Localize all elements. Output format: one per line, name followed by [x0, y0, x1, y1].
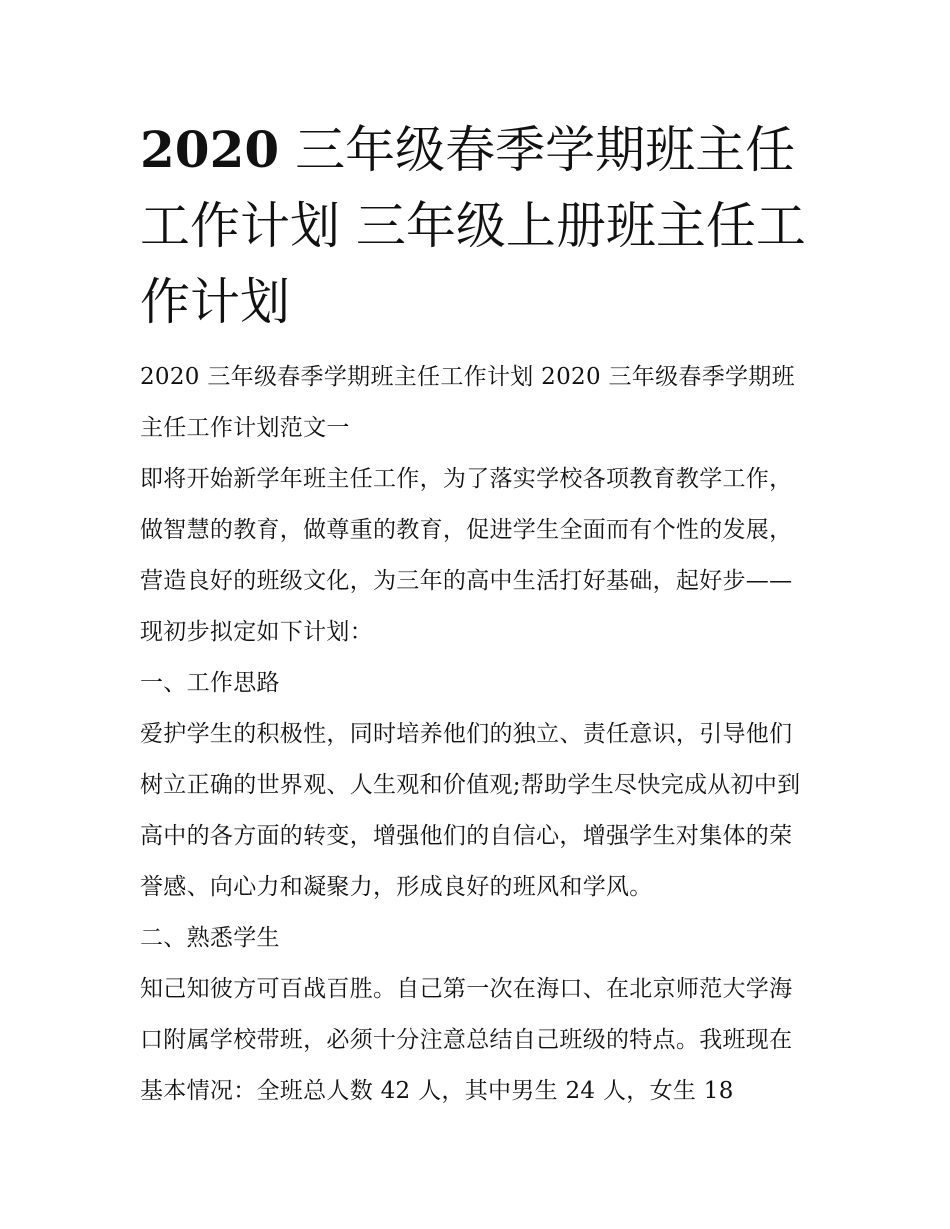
know-students-paragraph: 知己知彼方可百战百胜。自己第一次在海口、在北京师范大学海口附属学校带班，必须十分注意总结自己班级的特点。我班现在基本情况：全班总人数 42 人，其中男生 24 人，女生 18 — [140, 976, 793, 1104]
title-year: 2020 — [140, 120, 280, 179]
title-text: 三年级春季学期班主任工作计划 三年级上册班主任工作计划 — [140, 121, 806, 331]
intro-paragraph: 即将开始新学年班主任工作，为了落实学校各项教育教学工作，做智慧的教育，做尊重的教育，促进学生全面而有个性的发展，营造良好的班级文化，为三年的高中生活打好基础，起好步——现初步拟定如下计划： — [140, 466, 793, 645]
section-heading-work-ideas: 一、工作思路 — [140, 670, 280, 696]
document-title — [140, 112, 812, 340]
subtitle-paragraph: 2020 三年级春季学期班主任工作计划 2020 三年级春季学期班主任工作计划范文一 — [140, 364, 795, 441]
work-ideas-paragraph: 爱护学生的积极性，同时培养他们的独立、责任意识，引导他们树立正确的世界观、人生观和价值观;帮助学生尽快完成从初中到高中的各方面的转变，增强他们的自信心，增强学生对集体的荣誉感、向心力和凝聚力，形成良好的班风和学风。 — [140, 721, 801, 900]
section-heading-know-students: 二、熟悉学生 — [140, 925, 280, 951]
document-body — [140, 112, 812, 1117]
